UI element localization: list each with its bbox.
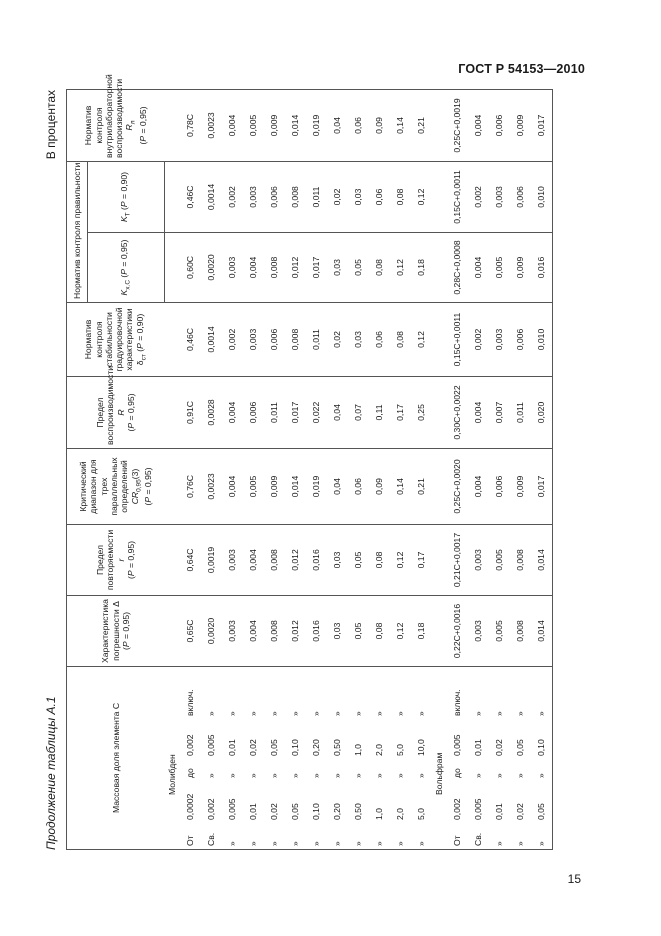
range-lo: 0,01 bbox=[247, 803, 258, 820]
units-caption: В процентах bbox=[44, 90, 58, 160]
table-row bbox=[489, 89, 510, 849]
range-suffix: включ. bbox=[451, 689, 462, 716]
value-cell: 0,02 bbox=[327, 303, 348, 377]
range-hi: 2,0 bbox=[373, 744, 384, 756]
value-cell: 0,60С bbox=[180, 233, 201, 303]
range-suffix: » bbox=[373, 711, 384, 716]
value-cell: 0,0014 bbox=[201, 303, 222, 377]
range-to: » bbox=[373, 773, 384, 778]
mass-fraction-range bbox=[369, 667, 390, 850]
range-to: » bbox=[535, 773, 546, 778]
mass-fraction-range bbox=[264, 667, 285, 850]
header-correctness-group: Норматив контроля правильности bbox=[67, 161, 88, 302]
range-lo: 0,005 bbox=[226, 798, 237, 820]
range-hi: 0,01 bbox=[226, 739, 237, 756]
value-cell: 0,009 bbox=[510, 89, 531, 161]
mass-fraction-range bbox=[447, 667, 468, 850]
value-cell: 0,06 bbox=[369, 303, 390, 377]
table-caption: Продолжение таблицы А.1 bbox=[44, 696, 58, 850]
table-row bbox=[243, 89, 264, 849]
range-to: » bbox=[205, 773, 216, 778]
range-suffix: » bbox=[352, 711, 363, 716]
table-row bbox=[348, 89, 369, 849]
value-cell: 0,0014 bbox=[201, 161, 222, 232]
range-to: » bbox=[331, 773, 342, 778]
header-stability: Норматив контроля стабильности градуировочной характеристики $\delta_{ст}$ (P = 0,90) bbox=[67, 303, 165, 377]
range-to: » bbox=[352, 773, 363, 778]
range-hi: 0,01 bbox=[472, 739, 483, 756]
mass-fraction-range bbox=[201, 667, 222, 850]
value-cell: 0,022 bbox=[306, 377, 327, 449]
empty-cell bbox=[165, 596, 180, 667]
empty-cell bbox=[432, 377, 447, 449]
value-cell: 0,003 bbox=[468, 596, 489, 667]
value-cell: 0,004 bbox=[222, 449, 243, 525]
table-row bbox=[510, 89, 531, 849]
page-number: 15 bbox=[567, 872, 581, 886]
value-cell: 0,0020 bbox=[201, 233, 222, 303]
value-cell: 0,014 bbox=[531, 525, 553, 596]
value-cell: 0,08 bbox=[369, 233, 390, 303]
value-cell: 0,016 bbox=[306, 525, 327, 596]
value-cell: 0,016 bbox=[531, 233, 553, 303]
table-row bbox=[468, 89, 489, 849]
value-cell: 0,25С+0,0020 bbox=[447, 449, 468, 525]
table-row bbox=[369, 89, 390, 849]
value-cell: 0,004 bbox=[243, 596, 264, 667]
value-cell: 0,12 bbox=[390, 525, 411, 596]
table-row bbox=[201, 89, 222, 849]
table-row bbox=[327, 89, 348, 849]
table-row bbox=[285, 89, 306, 849]
value-cell: 0,003 bbox=[222, 525, 243, 596]
value-cell: 0,007 bbox=[489, 377, 510, 449]
range-prefix: От bbox=[184, 835, 195, 846]
value-cell: 0,006 bbox=[243, 377, 264, 449]
standard-code: ГОСТ Р 54153—2010 bbox=[458, 62, 585, 76]
range-to: до bbox=[184, 768, 195, 778]
value-cell: 0,003 bbox=[489, 303, 510, 377]
range-to: » bbox=[472, 773, 483, 778]
value-cell: 0,0023 bbox=[201, 449, 222, 525]
value-cell: 0,014 bbox=[531, 596, 553, 667]
range-lo: 0,05 bbox=[535, 803, 546, 820]
header-correctness-kt: $K_Т$ (P = 0,90) bbox=[88, 161, 165, 232]
range-suffix: » bbox=[415, 711, 426, 716]
value-cell: 0,08 bbox=[390, 161, 411, 232]
range-suffix: » bbox=[514, 711, 525, 716]
value-cell: 0,008 bbox=[285, 303, 306, 377]
group-name: Вольфрам bbox=[432, 667, 447, 850]
mass-fraction-range bbox=[348, 667, 369, 850]
table-row bbox=[180, 89, 201, 849]
value-cell: 0,008 bbox=[285, 161, 306, 232]
empty-cell bbox=[165, 161, 180, 232]
range-lo: 0,01 bbox=[493, 803, 504, 820]
value-cell: 0,004 bbox=[222, 377, 243, 449]
mass-fraction-range bbox=[531, 667, 553, 850]
rotated-table-page bbox=[44, 74, 584, 850]
value-cell: 0,002 bbox=[222, 303, 243, 377]
range-suffix: » bbox=[535, 711, 546, 716]
value-cell: 0,05 bbox=[348, 233, 369, 303]
empty-cell bbox=[165, 377, 180, 449]
value-cell: 0,0028 bbox=[201, 377, 222, 449]
value-cell: 0,004 bbox=[468, 449, 489, 525]
header-intralab: Норматив контроля внутрилабораторной воспроизводимости $R_л$ (P = 0,95) bbox=[67, 89, 165, 161]
range-to: » bbox=[493, 773, 504, 778]
range-prefix: От bbox=[451, 835, 462, 846]
value-cell: 0,012 bbox=[285, 596, 306, 667]
value-cell: 0,008 bbox=[264, 525, 285, 596]
value-cell: 0,005 bbox=[243, 449, 264, 525]
value-cell: 0,004 bbox=[468, 377, 489, 449]
range-suffix: включ. bbox=[184, 689, 195, 716]
value-cell: 0,46С bbox=[180, 161, 201, 232]
empty-cell bbox=[432, 449, 447, 525]
range-prefix: » bbox=[535, 841, 546, 846]
value-cell: 0,005 bbox=[489, 233, 510, 303]
header-critical-range: Критический диапазон для трех параллельных определений $CR_{0,95}(3)$ (P = 0,95) bbox=[67, 449, 165, 525]
range-hi: 0,005 bbox=[205, 734, 216, 756]
table-row bbox=[411, 89, 432, 849]
value-cell: 0,07 bbox=[348, 377, 369, 449]
range-prefix: Св. bbox=[205, 832, 216, 846]
header-repeatability: Предел повторяемости r (P = 0,95) bbox=[67, 525, 165, 596]
range-lo: 0,02 bbox=[268, 803, 279, 820]
empty-cell bbox=[432, 596, 447, 667]
value-cell: 0,08 bbox=[369, 596, 390, 667]
value-cell: 0,91С bbox=[180, 377, 201, 449]
value-cell: 0,017 bbox=[531, 449, 553, 525]
header-error: Характеристика погрешности Δ (P = 0,95) bbox=[67, 596, 165, 667]
range-to: » bbox=[394, 773, 405, 778]
value-cell: 0,65С bbox=[180, 596, 201, 667]
value-cell: 0,0020 bbox=[201, 596, 222, 667]
value-cell: 0,019 bbox=[306, 89, 327, 161]
value-cell: 0,46С bbox=[180, 303, 201, 377]
value-cell: 0,14 bbox=[390, 449, 411, 525]
value-cell: 0,03 bbox=[327, 233, 348, 303]
value-cell: 0,18 bbox=[411, 233, 432, 303]
empty-cell bbox=[432, 233, 447, 303]
header-mass-fraction: Массовая доля элемента С bbox=[67, 667, 165, 850]
range-prefix: » bbox=[310, 841, 321, 846]
value-cell: 0,03 bbox=[348, 161, 369, 232]
value-cell: 0,05 bbox=[348, 525, 369, 596]
range-lo: 0,50 bbox=[352, 803, 363, 820]
group-row bbox=[165, 89, 180, 849]
value-cell: 0,002 bbox=[468, 161, 489, 232]
range-prefix: » bbox=[415, 841, 426, 846]
range-lo: 0,005 bbox=[472, 798, 483, 820]
value-cell: 0,03 bbox=[327, 596, 348, 667]
value-cell: 0,011 bbox=[306, 161, 327, 232]
value-cell: 0,005 bbox=[489, 596, 510, 667]
value-cell: 0,004 bbox=[222, 89, 243, 161]
empty-cell bbox=[432, 525, 447, 596]
range-hi: 0,10 bbox=[289, 739, 300, 756]
value-cell: 0,003 bbox=[489, 161, 510, 232]
range-suffix: » bbox=[289, 711, 300, 716]
value-cell: 0,12 bbox=[390, 233, 411, 303]
value-cell: 0,09 bbox=[369, 89, 390, 161]
value-cell: 0,006 bbox=[489, 89, 510, 161]
value-cell: 0,003 bbox=[243, 303, 264, 377]
value-cell: 0,009 bbox=[264, 449, 285, 525]
empty-cell bbox=[165, 303, 180, 377]
value-cell: 0,008 bbox=[264, 233, 285, 303]
range-lo: 0,002 bbox=[451, 798, 462, 820]
value-cell: 0,64С bbox=[180, 525, 201, 596]
value-cell: 0,006 bbox=[510, 161, 531, 232]
value-cell: 0,03 bbox=[348, 303, 369, 377]
range-hi: 0,02 bbox=[493, 739, 504, 756]
value-cell: 0,12 bbox=[411, 161, 432, 232]
range-suffix: » bbox=[493, 711, 504, 716]
range-suffix: » bbox=[268, 711, 279, 716]
value-cell: 0,25С+0,0019 bbox=[447, 89, 468, 161]
value-cell: 0,78С bbox=[180, 89, 201, 161]
range-prefix: » bbox=[226, 841, 237, 846]
value-cell: 0,21 bbox=[411, 449, 432, 525]
range-lo: 0,0002 bbox=[184, 793, 195, 820]
range-suffix: » bbox=[205, 711, 216, 716]
norms-table bbox=[66, 74, 553, 850]
value-cell: 0,002 bbox=[222, 161, 243, 232]
value-cell: 0,25 bbox=[411, 377, 432, 449]
value-cell: 0,12 bbox=[411, 303, 432, 377]
mass-fraction-range bbox=[306, 667, 327, 850]
range-to: до bbox=[451, 768, 462, 778]
range-to: » bbox=[514, 773, 525, 778]
range-prefix: » bbox=[493, 841, 504, 846]
value-cell: 0,22С+0,0016 bbox=[447, 596, 468, 667]
value-cell: 0,017 bbox=[285, 377, 306, 449]
value-cell: 0,006 bbox=[264, 303, 285, 377]
value-cell: 0,011 bbox=[510, 377, 531, 449]
value-cell: 0,008 bbox=[264, 596, 285, 667]
value-cell: 0,18 bbox=[411, 596, 432, 667]
range-hi: 0,005 bbox=[451, 734, 462, 756]
value-cell: 0,15С+0,0011 bbox=[447, 161, 468, 232]
mass-fraction-range bbox=[243, 667, 264, 850]
value-cell: 0,14 bbox=[390, 89, 411, 161]
header-reproducibility: Предел воспроизводимости R (P = 0,95) bbox=[67, 377, 165, 449]
range-suffix: » bbox=[247, 711, 258, 716]
table-body bbox=[165, 89, 553, 849]
value-cell: 0,006 bbox=[510, 303, 531, 377]
range-to: » bbox=[268, 773, 279, 778]
value-cell: 0,0023 bbox=[201, 89, 222, 161]
table-row bbox=[447, 89, 468, 849]
value-cell: 0,04 bbox=[327, 449, 348, 525]
empty-cell bbox=[432, 161, 447, 232]
value-cell: 0,010 bbox=[531, 161, 553, 232]
table-row bbox=[306, 89, 327, 849]
range-lo: 0,20 bbox=[331, 803, 342, 820]
value-cell: 0,05 bbox=[348, 596, 369, 667]
value-cell: 0,0019 bbox=[201, 525, 222, 596]
value-cell: 0,003 bbox=[468, 525, 489, 596]
value-cell: 0,11 bbox=[369, 377, 390, 449]
range-lo: 0,002 bbox=[205, 798, 216, 820]
value-cell: 0,08 bbox=[369, 525, 390, 596]
range-to: » bbox=[415, 773, 426, 778]
mass-fraction-range bbox=[390, 667, 411, 850]
value-cell: 0,08 bbox=[390, 303, 411, 377]
value-cell: 0,004 bbox=[243, 233, 264, 303]
empty-cell bbox=[432, 89, 447, 161]
mass-fraction-range bbox=[327, 667, 348, 850]
group-row bbox=[432, 89, 447, 849]
value-cell: 0,004 bbox=[243, 525, 264, 596]
value-cell: 0,017 bbox=[531, 89, 553, 161]
value-cell: 0,002 bbox=[468, 303, 489, 377]
value-cell: 0,017 bbox=[306, 233, 327, 303]
value-cell: 0,21С+0,0017 bbox=[447, 525, 468, 596]
mass-fraction-range bbox=[285, 667, 306, 850]
range-to: » bbox=[289, 773, 300, 778]
range-prefix: » bbox=[289, 841, 300, 846]
value-cell: 0,003 bbox=[222, 596, 243, 667]
value-cell: 0,003 bbox=[222, 233, 243, 303]
value-cell: 0,009 bbox=[264, 89, 285, 161]
range-suffix: » bbox=[394, 711, 405, 716]
range-prefix: » bbox=[373, 841, 384, 846]
header-correctness-kxc: $K_{х.С}$ (P = 0,95) bbox=[88, 233, 165, 303]
range-hi: 0,05 bbox=[268, 739, 279, 756]
value-cell: 0,28С+0,0008 bbox=[447, 233, 468, 303]
value-cell: 0,005 bbox=[489, 525, 510, 596]
value-cell: 0,03 bbox=[327, 525, 348, 596]
range-lo: 0,10 bbox=[310, 803, 321, 820]
value-cell: 0,09 bbox=[369, 449, 390, 525]
range-hi: 0,10 bbox=[535, 739, 546, 756]
mass-fraction-range bbox=[489, 667, 510, 850]
range-hi: 10,0 bbox=[415, 739, 426, 756]
range-prefix: » bbox=[247, 841, 258, 846]
range-prefix: » bbox=[352, 841, 363, 846]
value-cell: 0,006 bbox=[264, 161, 285, 232]
table-row bbox=[222, 89, 243, 849]
range-lo: 0,02 bbox=[514, 803, 525, 820]
mass-fraction-range bbox=[411, 667, 432, 850]
range-hi: 0,02 bbox=[247, 739, 258, 756]
value-cell: 0,014 bbox=[285, 89, 306, 161]
mass-fraction-range bbox=[510, 667, 531, 850]
value-cell: 0,004 bbox=[468, 89, 489, 161]
range-prefix: » bbox=[268, 841, 279, 846]
range-lo: 1,0 bbox=[373, 808, 384, 820]
range-prefix: Св. bbox=[472, 832, 483, 846]
table-row bbox=[531, 89, 553, 849]
range-to: » bbox=[310, 773, 321, 778]
range-lo: 5,0 bbox=[415, 808, 426, 820]
value-cell: 0,006 bbox=[489, 449, 510, 525]
range-hi: 1,0 bbox=[352, 744, 363, 756]
value-cell: 0,020 bbox=[531, 377, 553, 449]
value-cell: 0,014 bbox=[285, 449, 306, 525]
value-cell: 0,012 bbox=[285, 525, 306, 596]
mass-fraction-range bbox=[222, 667, 243, 850]
range-hi: 0,05 bbox=[514, 739, 525, 756]
range-suffix: » bbox=[472, 711, 483, 716]
value-cell: 0,17 bbox=[411, 525, 432, 596]
value-cell: 0,15С+0,0011 bbox=[447, 303, 468, 377]
empty-cell bbox=[432, 303, 447, 377]
value-cell: 0,010 bbox=[531, 303, 553, 377]
value-cell: 0,76С bbox=[180, 449, 201, 525]
range-prefix: » bbox=[394, 841, 405, 846]
range-hi: 0,002 bbox=[184, 734, 195, 756]
range-prefix: » bbox=[514, 841, 525, 846]
range-to: » bbox=[226, 773, 237, 778]
value-cell: 0,06 bbox=[369, 161, 390, 232]
mass-fraction-range bbox=[180, 667, 201, 850]
value-cell: 0,009 bbox=[510, 449, 531, 525]
value-cell: 0,012 bbox=[285, 233, 306, 303]
value-cell: 0,008 bbox=[510, 596, 531, 667]
value-cell: 0,011 bbox=[306, 303, 327, 377]
range-prefix: » bbox=[331, 841, 342, 846]
mass-fraction-range bbox=[468, 667, 489, 850]
value-cell: 0,21 bbox=[411, 89, 432, 161]
value-cell: 0,004 bbox=[468, 233, 489, 303]
empty-cell bbox=[165, 525, 180, 596]
value-cell: 0,06 bbox=[348, 449, 369, 525]
range-to: » bbox=[247, 773, 258, 778]
empty-cell bbox=[165, 233, 180, 303]
range-lo: 0,05 bbox=[289, 803, 300, 820]
empty-cell bbox=[165, 449, 180, 525]
value-cell: 0,06 bbox=[348, 89, 369, 161]
group-name: Молибден bbox=[165, 667, 180, 850]
value-cell: 0,12 bbox=[390, 596, 411, 667]
value-cell: 0,02 bbox=[327, 161, 348, 232]
value-cell: 0,008 bbox=[510, 525, 531, 596]
range-suffix: » bbox=[331, 711, 342, 716]
value-cell: 0,019 bbox=[306, 449, 327, 525]
range-hi: 0,20 bbox=[310, 739, 321, 756]
range-suffix: » bbox=[226, 711, 237, 716]
range-suffix: » bbox=[310, 711, 321, 716]
table-row bbox=[264, 89, 285, 849]
empty-cell bbox=[165, 89, 180, 161]
value-cell: 0,04 bbox=[327, 89, 348, 161]
range-hi: 0,50 bbox=[331, 739, 342, 756]
value-cell: 0,009 bbox=[510, 233, 531, 303]
value-cell: 0,005 bbox=[243, 89, 264, 161]
value-cell: 0,016 bbox=[306, 596, 327, 667]
value-cell: 0,17 bbox=[390, 377, 411, 449]
value-cell: 0,30С+0,0022 bbox=[447, 377, 468, 449]
table-row bbox=[390, 89, 411, 849]
value-cell: 0,04 bbox=[327, 377, 348, 449]
range-hi: 5,0 bbox=[394, 744, 405, 756]
value-cell: 0,011 bbox=[264, 377, 285, 449]
range-lo: 2,0 bbox=[394, 808, 405, 820]
value-cell: 0,003 bbox=[243, 161, 264, 232]
